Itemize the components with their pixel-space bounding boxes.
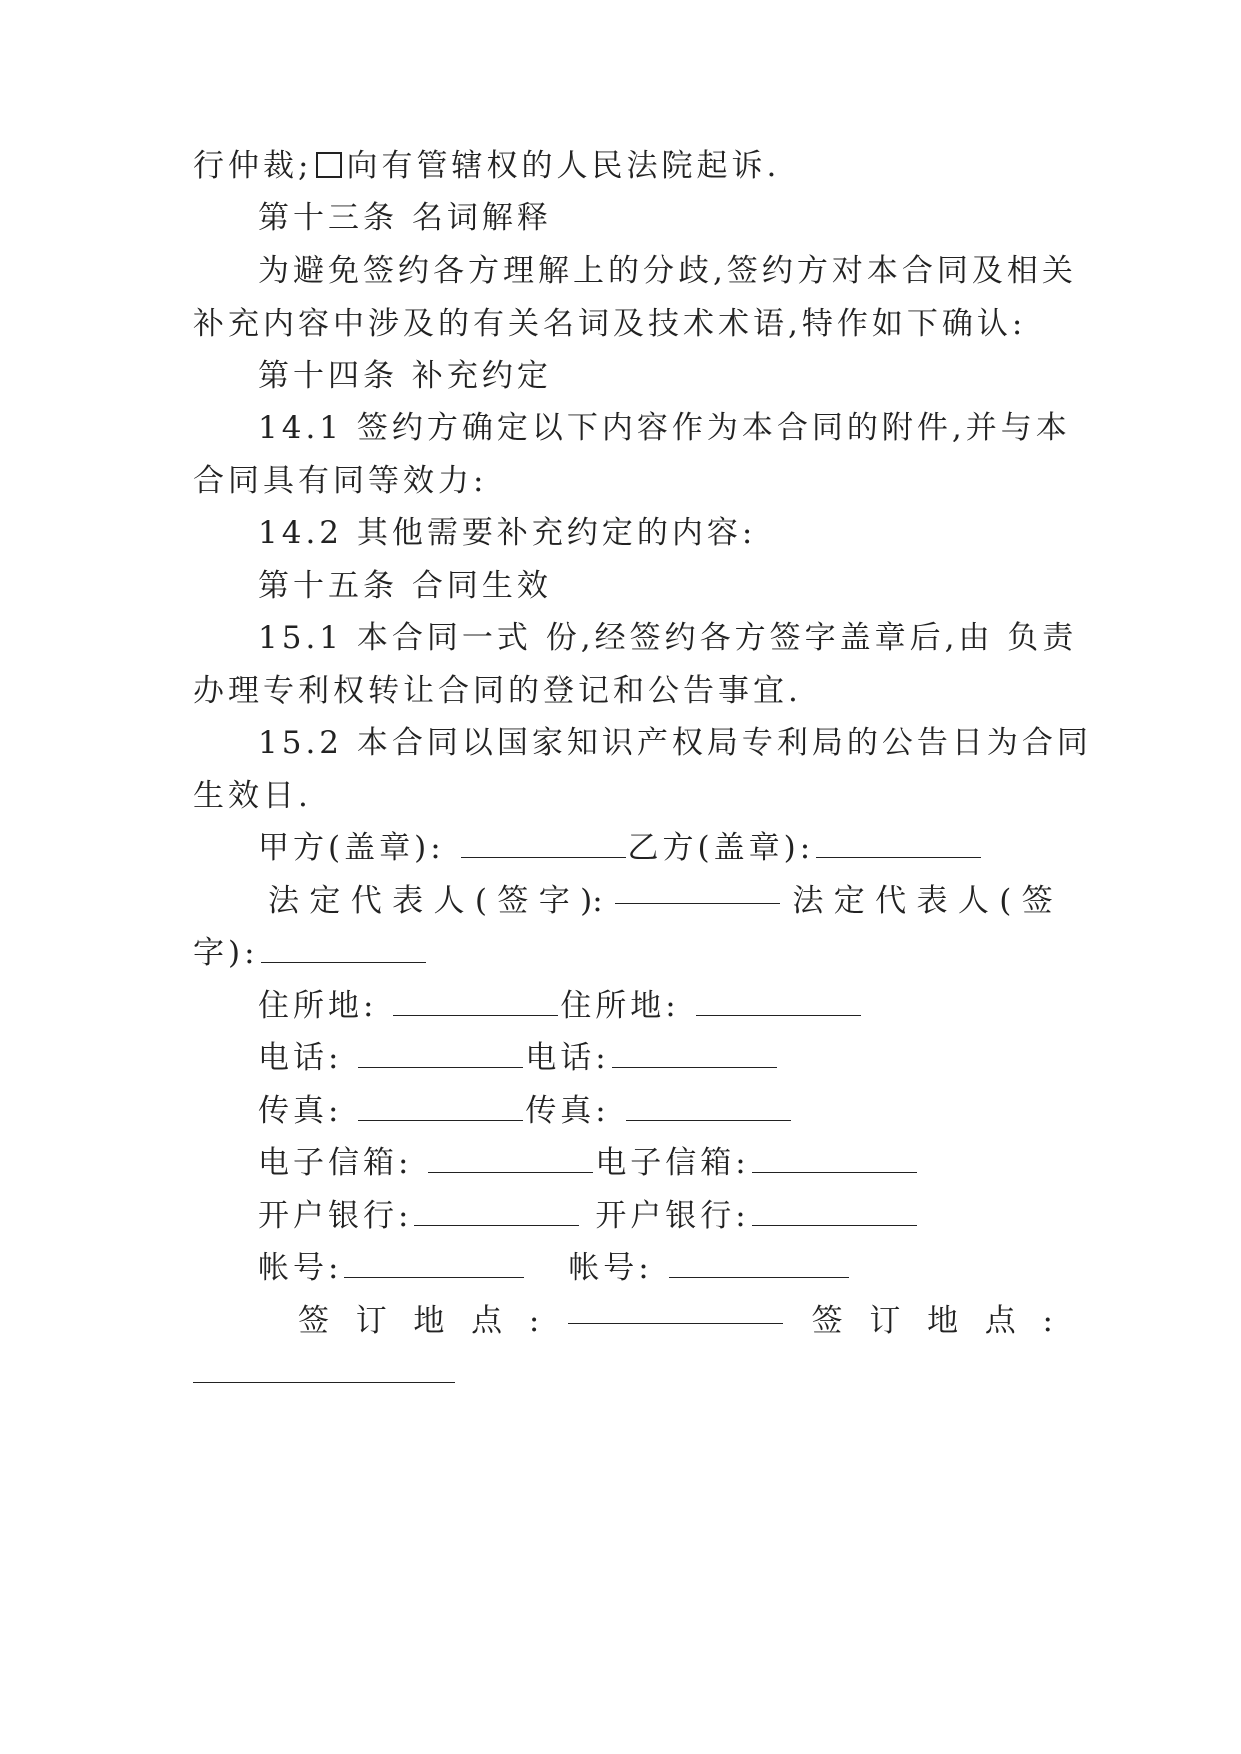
clause-15-1-line1: 15.1 本合同一式 份,经签约各方签字盖章后,由 负责 (258, 620, 1078, 656)
legal-rep-a-char: ( (474, 883, 487, 919)
place-line (298, 1301, 1053, 1341)
party-a-seal-label: 甲方(盖章): (258, 830, 445, 866)
checkbox-icon (316, 152, 342, 178)
legal-rep-a-char: 字 (538, 883, 570, 919)
place-line-cont (193, 1353, 1053, 1393)
address-a-blank[interactable] (393, 993, 558, 1016)
article15-heading: 第十五条 合同生效 (258, 568, 552, 604)
account-a-blank[interactable] (344, 1255, 524, 1278)
place-a-char: 点 (471, 1303, 503, 1339)
legal-rep-a-char: 法 (268, 883, 299, 919)
phone-line (258, 1038, 1053, 1078)
legal-rep-b-char: ( (999, 883, 1012, 919)
email-a-label: 电子信箱: (258, 1145, 413, 1181)
party-b-seal-label: 乙方(盖章): (627, 830, 815, 866)
legal-rep-b-char: 人 (957, 883, 989, 919)
phone-b-label: 电话: (525, 1040, 610, 1076)
article14-heading: 第十四条 补充约定 (258, 358, 552, 394)
legal-rep-b-char: 签 (1021, 883, 1053, 919)
address-b-blank[interactable] (696, 993, 861, 1016)
place-a-blank[interactable] (568, 1301, 783, 1324)
clause-15-2-line1: 15.2 本合同以国家知识产权局专利局的公告日为合同 (258, 725, 1092, 761)
arbitration-text: 行仲裁; (193, 148, 313, 184)
place-b-char: 签 (811, 1303, 843, 1339)
party-a-seal-blank[interactable] (461, 835, 626, 858)
place-b-char: 订 (869, 1303, 901, 1339)
phone-a-label: 电话: (258, 1040, 343, 1076)
article13-line2: 补充内容中涉及的有关名词及技术术语,特作如下确认: (193, 306, 1027, 342)
seal-line (258, 828, 1053, 868)
legal-rep-b-char: 代 (875, 883, 907, 919)
legal-rep-b-tail: 字): (193, 935, 259, 971)
legal-rep-a-char: 人 (433, 883, 465, 919)
account-b-label: 帐号: (568, 1250, 653, 1286)
address-a-label: 住所地: (258, 988, 378, 1024)
clause-15-1-line2: 办理专利权转让合同的登记和公告事宜. (193, 673, 802, 709)
account-a-label: 帐号: (258, 1250, 343, 1286)
phone-b-blank[interactable] (612, 1045, 777, 1068)
clause-14-1-line1: 14.1 签约方确定以下内容作为本合同的附件,并与本 (258, 410, 1071, 446)
bank-b-label: 开户银行: (595, 1198, 750, 1234)
legal-rep-b-char: 表 (916, 883, 948, 919)
address-b-label: 住所地: (560, 988, 680, 1024)
place-a-char: 地 (413, 1303, 445, 1339)
arbitration-line (193, 146, 1053, 186)
legal-rep-b-blank[interactable] (261, 940, 426, 963)
fax-line (258, 1091, 1053, 1131)
legal-rep-a-char: 定 (309, 883, 341, 919)
place-b-char: : (1042, 1303, 1053, 1339)
court-text: 向有管辖权的人民法院起诉. (346, 148, 781, 184)
fax-b-blank[interactable] (626, 1098, 791, 1121)
email-b-label: 电子信箱: (595, 1145, 750, 1181)
legal-rep-a-char: ): (580, 883, 603, 919)
fax-b-label: 传真: (525, 1093, 610, 1129)
place-a-char: : (528, 1303, 540, 1339)
place-a-char: 订 (355, 1303, 387, 1339)
place-a-char: 签 (298, 1303, 329, 1339)
email-line (258, 1143, 1053, 1183)
legal-rep-line-cont (193, 933, 1053, 973)
party-b-seal-blank[interactable] (816, 835, 981, 858)
phone-a-blank[interactable] (358, 1045, 523, 1068)
clause-15-2-line2: 生效日. (193, 778, 312, 814)
bank-b-blank[interactable] (752, 1203, 917, 1226)
address-line (258, 986, 1053, 1026)
email-a-blank[interactable] (428, 1150, 593, 1173)
legal-rep-a-blank[interactable] (615, 881, 780, 904)
place-b-char: 点 (984, 1303, 1016, 1339)
account-line (258, 1248, 1053, 1288)
legal-rep-a-char: 表 (392, 883, 424, 919)
clause-14-2: 14.2 其他需要补充约定的内容: (258, 515, 757, 551)
place-b-blank[interactable] (193, 1360, 455, 1383)
bank-a-blank[interactable] (414, 1203, 579, 1226)
fax-a-blank[interactable] (358, 1098, 523, 1121)
article13-line1: 为避免签约各方理解上的分歧,签约方对本合同及相关 (258, 253, 1077, 289)
article13-heading: 第十三条 名词解释 (258, 200, 552, 236)
place-b-char: 地 (927, 1303, 959, 1339)
legal-rep-a-char: 签 (497, 883, 529, 919)
bank-line (258, 1196, 1053, 1236)
email-b-blank[interactable] (752, 1150, 917, 1173)
fax-a-label: 传真: (258, 1093, 343, 1129)
legal-rep-a-char: 代 (350, 883, 382, 919)
legal-rep-line (268, 881, 1053, 921)
legal-rep-b-char: 法 (792, 883, 824, 919)
bank-a-label: 开户银行: (258, 1198, 413, 1234)
account-b-blank[interactable] (669, 1255, 849, 1278)
clause-14-1-line2: 合同具有同等效力: (193, 463, 488, 499)
legal-rep-b-char: 定 (833, 883, 865, 919)
